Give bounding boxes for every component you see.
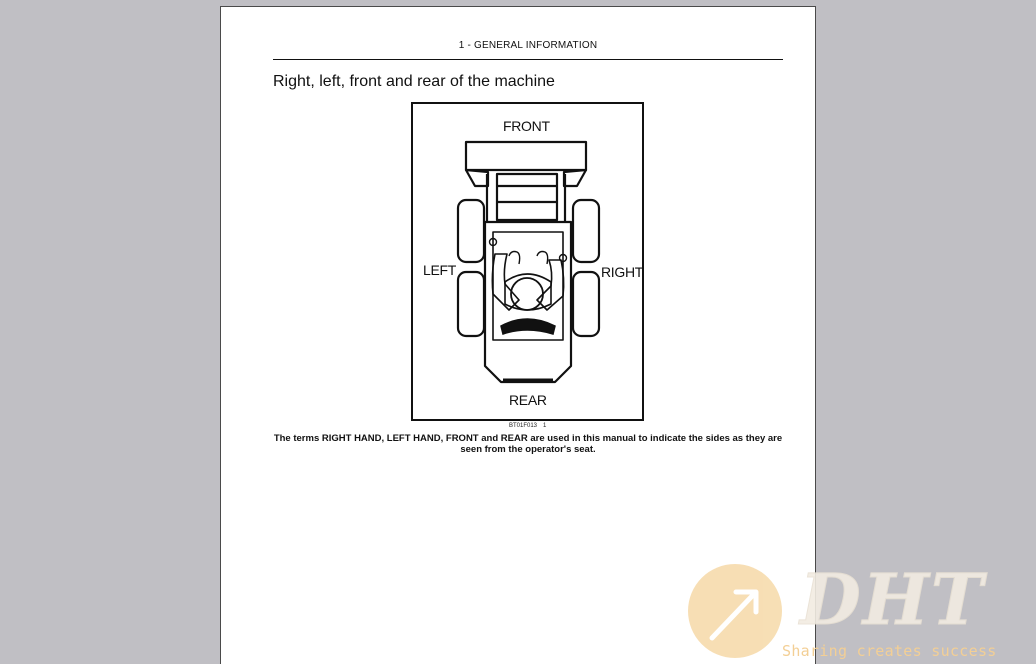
section-title: Right, left, front and rear of the machine — [273, 73, 555, 90]
left-label: LEFT — [423, 262, 457, 278]
figure-caption: The terms RIGHT HAND, LEFT HAND, FRONT and REAR are used in this manual to indicate the sides as they are seen from the operator's seat. — [273, 433, 783, 455]
figure-reference-code: BT01F013 — [509, 423, 538, 429]
document-page — [220, 6, 816, 664]
running-header: 1 - GENERAL INFORMATION — [458, 40, 598, 51]
watermark-brand: DHT — [800, 558, 985, 641]
header-rule — [273, 59, 783, 60]
figure-number: 1 — [543, 423, 547, 429]
bucket-outline — [466, 142, 586, 170]
front-label: FRONT — [503, 118, 550, 134]
watermark-tagline: Sharing creates success — [782, 642, 997, 660]
machine-orientation-figure — [411, 102, 644, 421]
rear-label: REAR — [509, 392, 547, 408]
right-label: RIGHT — [601, 264, 644, 280]
